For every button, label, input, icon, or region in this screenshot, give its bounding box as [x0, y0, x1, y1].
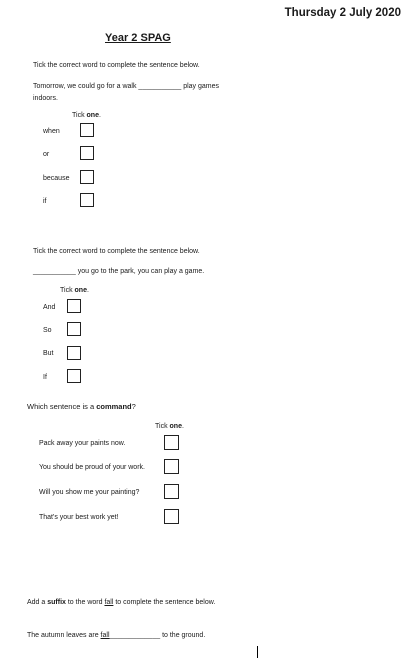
q2-sentence: ___________ you go to the park, you can play a game. [33, 268, 205, 275]
q3-option-label: Pack away your paints now. [39, 440, 126, 447]
q4-sentence: The autumn leaves are fall_____________ to the ground. [27, 632, 206, 639]
q2-option-label: And [43, 304, 56, 311]
q2-tick-instruction: Tick one. [60, 287, 89, 294]
text-cursor [257, 646, 258, 658]
q1-tick-box-or[interactable] [80, 146, 94, 160]
q1-sentence-line2: indoors. [33, 95, 58, 102]
q1-option-label: because [43, 175, 70, 182]
q3-tick-box-2[interactable] [164, 459, 179, 474]
q2-tick-box-so[interactable] [67, 322, 81, 336]
page-title: Year 2 SPAG [105, 32, 171, 44]
q3-option-label: That's your best work yet! [39, 514, 119, 521]
q2-option-label: But [43, 350, 54, 357]
q2-tick-box-if[interactable] [67, 369, 81, 383]
q4-instruction: Add a suffix to the word fall to complete the sentence below. [27, 599, 216, 606]
q1-sentence-line1: Tomorrow, we could go for a walk ___________ play games [33, 83, 219, 90]
q1-tick-box-when[interactable] [80, 123, 94, 137]
q2-option-label: So [43, 327, 52, 334]
q1-tick-box-because[interactable] [80, 170, 94, 184]
q1-tick-instruction: Tick one. [72, 112, 101, 119]
q2-tick-box-and[interactable] [67, 299, 81, 313]
q2-option-label: If [43, 374, 47, 381]
q2-instruction: Tick the correct word to complete the sentence below. [33, 248, 200, 255]
q3-tick-box-1[interactable] [164, 435, 179, 450]
q1-option-label: or [43, 151, 50, 158]
q3-option-label: You should be proud of your work. [39, 464, 145, 471]
q3-option-label: Will you show me your painting? [39, 489, 140, 496]
q2-tick-box-but[interactable] [67, 346, 81, 360]
q1-option-label: when [43, 128, 60, 135]
q1-instruction: Tick the correct word to complete the sentence below. [33, 62, 200, 69]
q3-tick-box-4[interactable] [164, 509, 179, 524]
q1-option-label: if [43, 198, 47, 205]
q3-tick-instruction: Tick one. [155, 423, 184, 430]
q3-tick-box-3[interactable] [164, 484, 179, 499]
q3-question: Which sentence is a command? [27, 402, 136, 411]
q1-tick-box-if[interactable] [80, 193, 94, 207]
date-heading: Thursday 2 July 2020 [284, 7, 401, 19]
